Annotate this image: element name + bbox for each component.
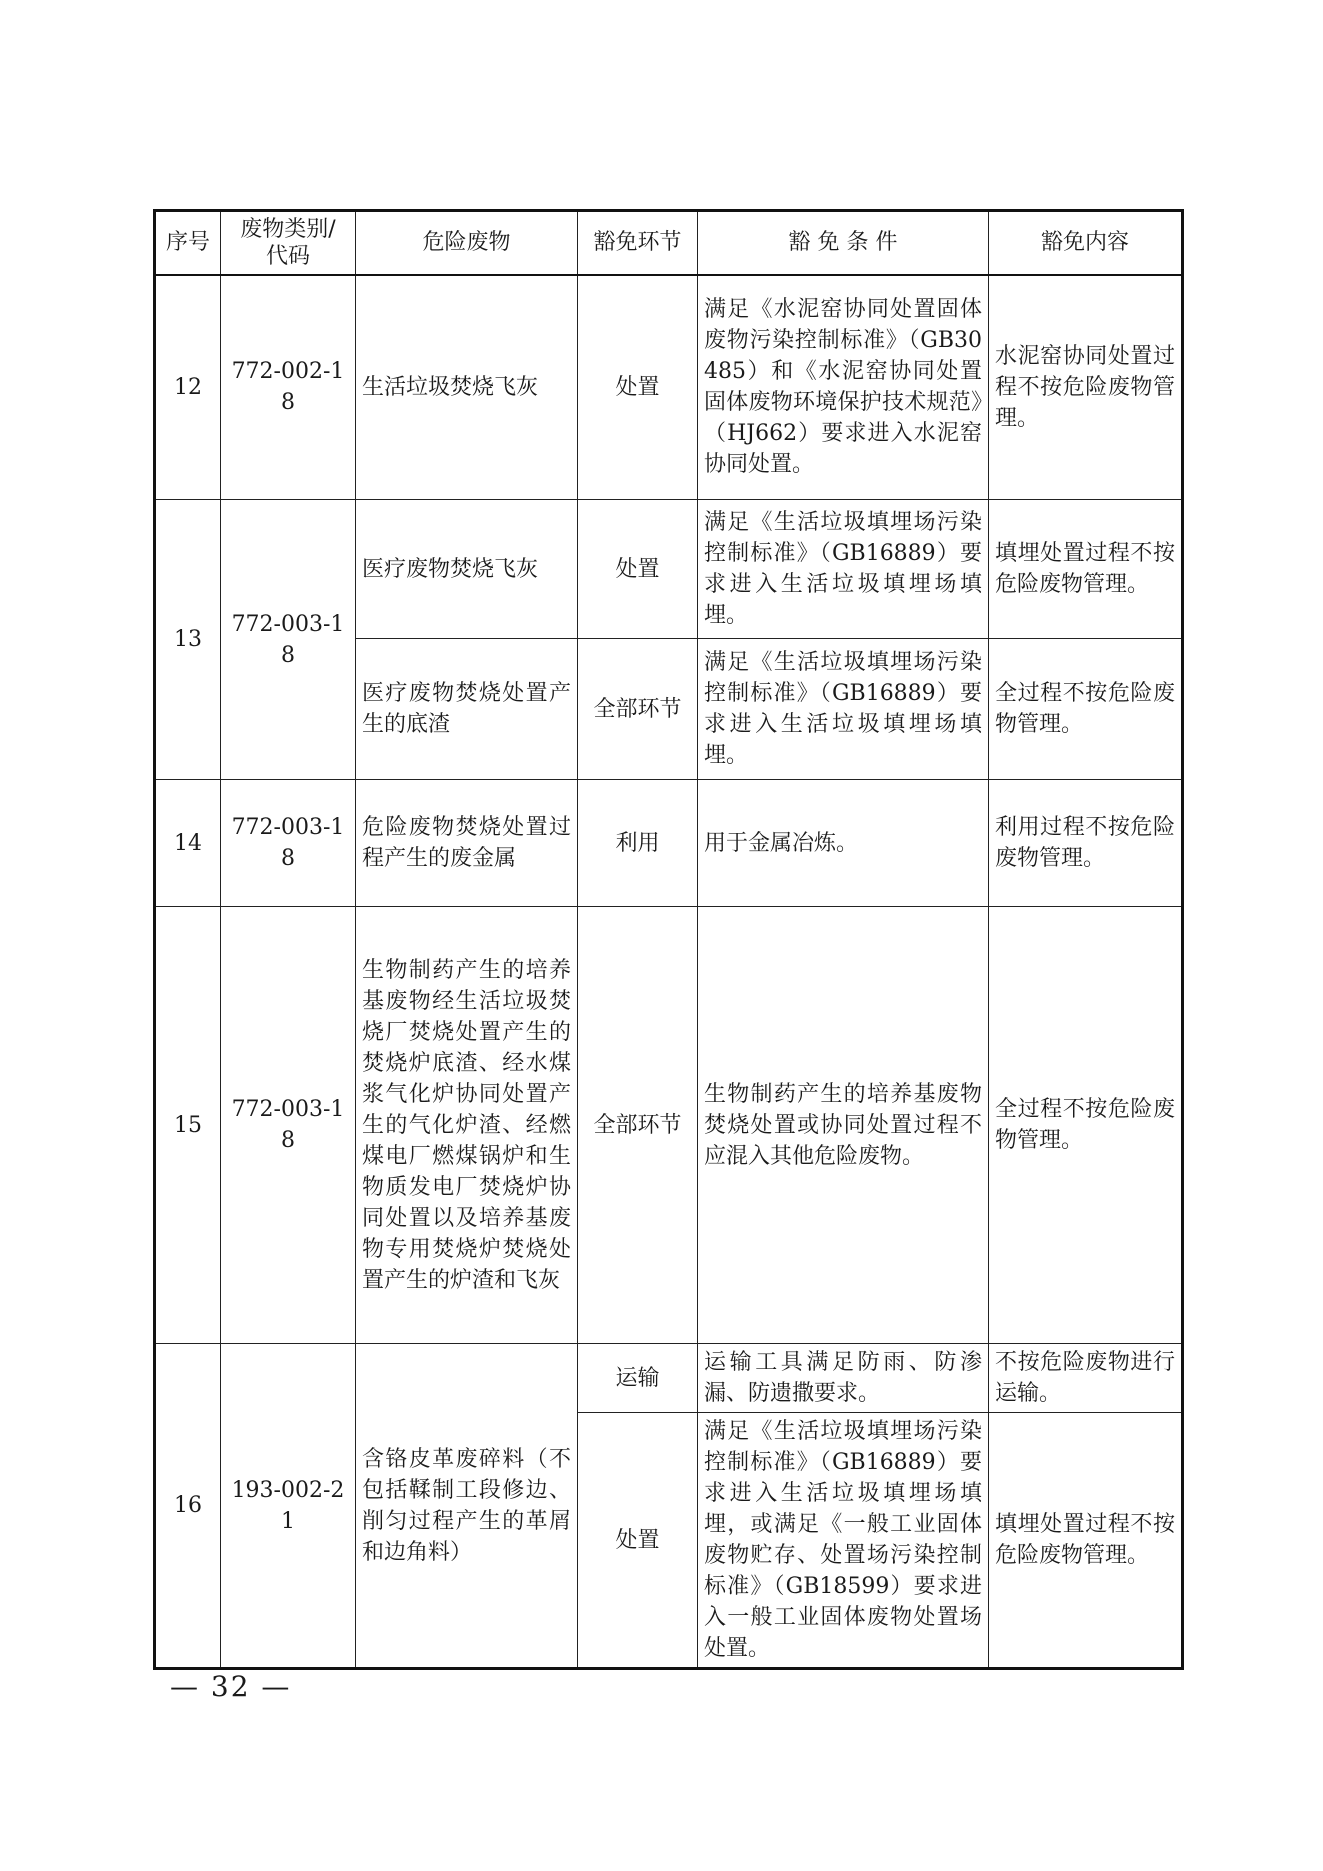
row-condition: 用于金属冶炼。 (698, 780, 989, 907)
page-number: — 32 — (170, 1670, 292, 1703)
row-no: 12 (155, 275, 221, 500)
row-condition: 满足《生活垃圾填埋场污染控制标准》（GB16889）要求进入生活垃圾填埋场填埋，或满足《一般工业固体废物贮存、处置场污染控制标准》（GB18599）要求进入一般工业固体废物处置场处置。 (698, 1413, 989, 1669)
row-condition: 满足《生活垃圾填埋场污染控制标准》（GB16889）要求进入生活垃圾填埋场填埋。 (698, 500, 989, 639)
row-condition: 生物制药产生的培养基废物焚烧处置或协同处置过程不应混入其他危险废物。 (698, 907, 989, 1344)
row-content: 全过程不按危险废物管理。 (989, 639, 1183, 780)
row-stage: 处置 (578, 500, 698, 639)
header-stage: 豁免环节 (578, 211, 698, 275)
header-condition: 豁 免 条 件 (698, 211, 989, 275)
row-code: 772-003-18 (221, 907, 356, 1344)
row-code: 772-003-18 (221, 500, 356, 780)
header-waste: 危险废物 (356, 211, 578, 275)
row-no: 13 (155, 500, 221, 780)
row-condition: 满足《生活垃圾填埋场污染控制标准》（GB16889）要求进入生活垃圾填埋场填埋。 (698, 639, 989, 780)
row-content: 不按危险废物进行运输。 (989, 1344, 1183, 1413)
exemption-table (153, 209, 1184, 1670)
row-waste: 危险废物焚烧处置过程产生的废金属 (356, 780, 578, 907)
row-stage: 利用 (578, 780, 698, 907)
row-waste: 含铬皮革废碎料（不包括鞣制工段修边、削匀过程产生的革屑和边角料） (356, 1344, 578, 1669)
row-stage: 全部环节 (578, 907, 698, 1344)
row-waste: 医疗废物焚烧飞灰 (356, 500, 578, 639)
row-content: 全过程不按危险废物管理。 (989, 907, 1183, 1344)
row-code: 772-002-18 (221, 275, 356, 500)
row-waste: 生物制药产生的培养基废物经生活垃圾焚烧厂焚烧处置产生的焚烧炉底渣、经水煤浆气化炉协同处置产生的气化炉渣、经燃煤电厂燃煤锅炉和生物质发电厂焚烧炉协同处置以及培养基废物专用焚烧炉焚烧处置产生的炉渣和飞灰 (356, 907, 578, 1344)
header-code-line1: 废物类别/ (240, 216, 336, 242)
row-no: 16 (155, 1344, 221, 1669)
table-row (155, 275, 1183, 500)
header-no: 序号 (155, 211, 221, 275)
row-stage: 运输 (578, 1344, 698, 1413)
header-code (221, 211, 356, 275)
table-header-row (155, 211, 1183, 275)
row-waste: 生活垃圾焚烧飞灰 (356, 275, 578, 500)
table-row (155, 907, 1183, 1344)
header-content: 豁免内容 (989, 211, 1183, 275)
row-condition: 满足《水泥窑协同处置固体废物污染控制标准》（GB30485）和《水泥窑协同处置固体废物环境保护技术规范》（HJ662）要求进入水泥窑协同处置。 (698, 275, 989, 500)
row-content: 水泥窑协同处置过程不按危险废物管理。 (989, 275, 1183, 500)
header-code-line2: 代码 (265, 243, 310, 269)
row-content: 填埋处置过程不按危险废物管理。 (989, 1413, 1183, 1669)
row-no: 15 (155, 907, 221, 1344)
row-no: 14 (155, 780, 221, 907)
row-content: 利用过程不按危险废物管理。 (989, 780, 1183, 907)
table-row (155, 500, 1183, 639)
row-waste: 医疗废物焚烧处置产生的底渣 (356, 639, 578, 780)
table-row (155, 1344, 1183, 1413)
table-row (155, 780, 1183, 907)
row-stage: 全部环节 (578, 639, 698, 780)
row-code: 193-002-21 (221, 1344, 356, 1669)
row-stage: 处置 (578, 275, 698, 500)
row-stage: 处置 (578, 1413, 698, 1669)
row-code: 772-003-18 (221, 780, 356, 907)
row-content: 填埋处置过程不按危险废物管理。 (989, 500, 1183, 639)
row-condition: 运输工具满足防雨、防渗漏、防遗撒要求。 (698, 1344, 989, 1413)
